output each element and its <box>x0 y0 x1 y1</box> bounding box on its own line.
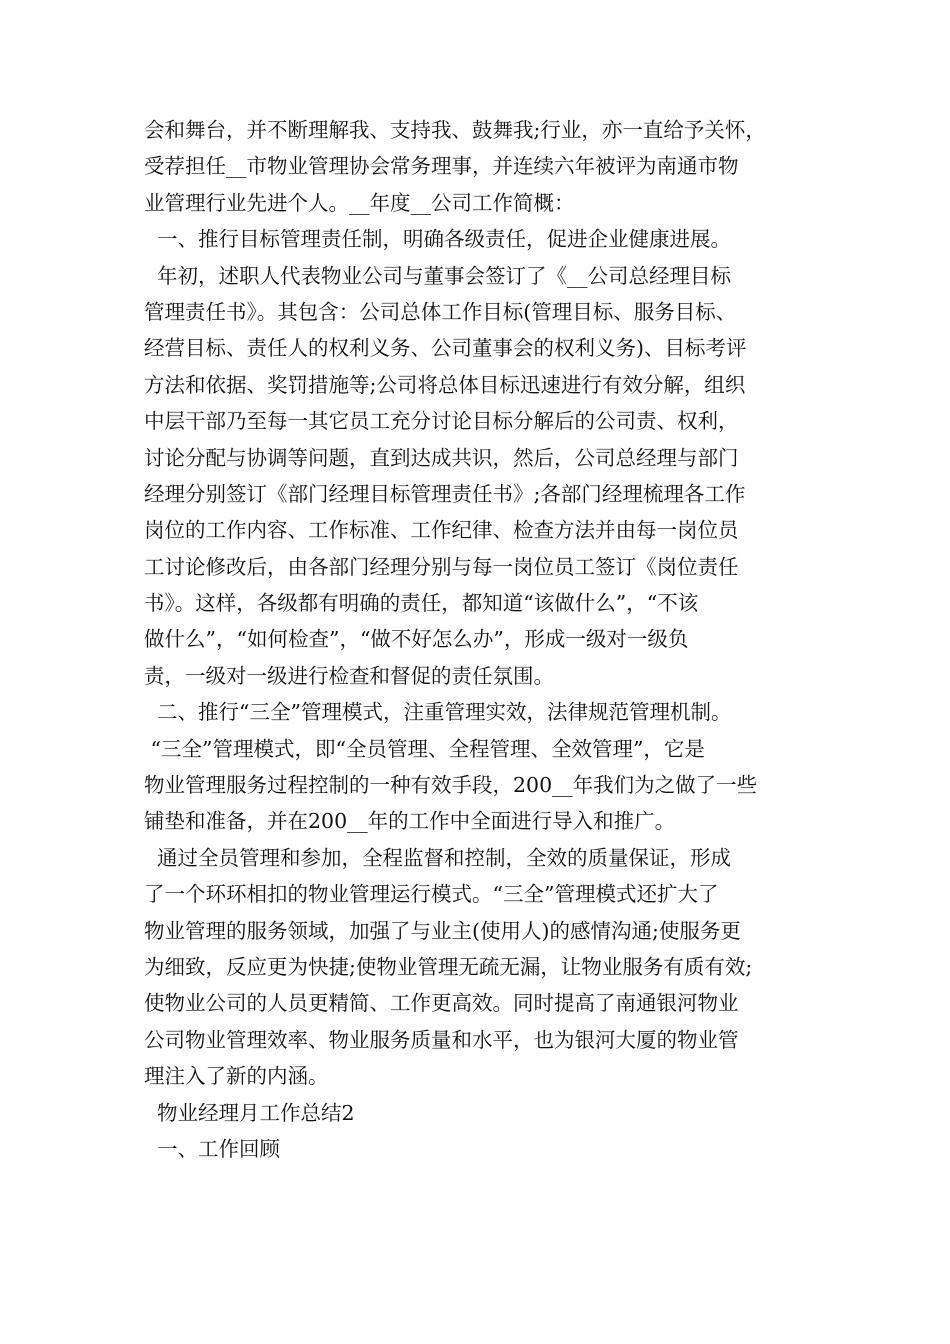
text-line: 使物业公司的人员更精简、工作更高效。同时提高了南通银河物业 <box>144 991 739 1016</box>
text-line: 铺垫和准备，并在200__年的工作中全面进行导入和推广。 <box>144 809 676 834</box>
text-line: 管理责任书》。其包含：公司总体工作目标(管理目标、服务目标、 <box>144 299 737 324</box>
text-line: 为细致，反应更为快捷;使物业管理无疏无漏，让物业服务有质有效; <box>144 954 753 979</box>
text-line: 方法和依据、奖罚措施等;公司将总体目标迅速进行有效分解，组织 <box>144 372 746 397</box>
text-line: 工讨论修改后，由各部门经理分别与每一岗位员工签订《岗位责任 <box>144 554 739 579</box>
text-line: 经营目标、责任人的权利义务、公司董事会的权利义务)、目标考评 <box>144 336 747 361</box>
section-heading: 一、推行目标管理责任制，明确各级责任，促进企业健康进展。 <box>144 227 732 252</box>
text-line: 受荐担任__市物业管理协会常务理事，并连续六年被评为南通市物 <box>144 154 739 179</box>
text-line: 通过全员管理和参加，全程监督和控制，全效的质量保证，形成 <box>144 845 732 870</box>
text-line: 岗位的工作内容、工作标准、工作纪律、检查方法并由每一岗位员 <box>144 518 739 543</box>
text-line: 物业管理的服务领域，加强了与业主(使用人)的感情沟通;使服务更 <box>144 918 741 943</box>
text-line: 业管理行业先进个人。__年度__公司工作简概： <box>144 190 575 215</box>
text-line: 年初，述职人代表物业公司与董事会签订了《__公司总经理目标 <box>144 263 732 288</box>
section-heading: 一、工作回顾 <box>144 1136 281 1161</box>
text-line: 书》。这样，各级都有明确的责任，都知道“该做什么”，“不该 <box>144 591 699 616</box>
text-line: 讨论分配与协调等问题，直到达成共识，然后，公司总经理与部门 <box>144 445 739 470</box>
text-line: 经理分别签订《部门经理目标管理责任书》;各部门经理梳理各工作 <box>144 481 746 506</box>
section-heading: 二、推行“三全”管理模式，注重管理实效，法律规范管理机制。 <box>144 700 732 725</box>
text-line: 做什么”，“如何检查”，“做不好怎么办”，形成一级对一级负 <box>144 627 689 652</box>
text-line: 了一个环环相扣的物业管理运行模式。“三全”管理模式还扩大了 <box>144 882 719 907</box>
text-line: 理注入了新的内涵。 <box>144 1064 329 1089</box>
text-line: 中层干部乃至每一其它员工充分讨论目标分解后的公司责、权利， <box>144 409 739 434</box>
text-line: 公司物业管理效率、物业服务质量和水平，也为银河大厦的物业管 <box>144 1027 739 1052</box>
text-line: “三全”管理模式，即“全员管理、全程管理、全效管理”，它是 <box>144 736 705 761</box>
text-line: 会和舞台，并不断理解我、支持我、鼓舞我;行业，亦一直给予关怀， <box>144 118 766 142</box>
document-subtitle: 物业经理月工作总结2 <box>144 1100 355 1125</box>
document-body <box>144 112 814 1167</box>
text-line: 物业管理服务过程控制的一种有效手段，200__年我们为之做了一些 <box>144 773 758 798</box>
text-line: 责，一级对一级进行检查和督促的责任氛围。 <box>144 663 554 688</box>
